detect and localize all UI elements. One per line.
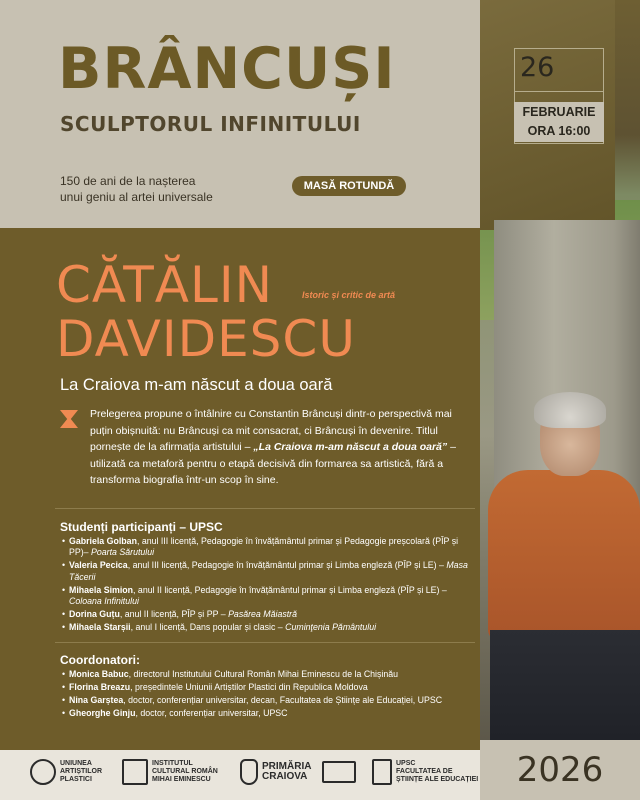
- date-month-time: [514, 102, 604, 142]
- partner-logo-icon: [322, 761, 356, 783]
- lecture-title: La Craiova m-am născut a doua oară: [60, 376, 333, 394]
- lecture-description: Prelegerea propune o întâlnire cu Constantin Brâncuși dintr-o perspectivă mai puțin obișnuită: nu Brâncuși ca mit consacrat, ci Brâncuși în devenire. Titlul pornește de la afirmația artistului – „La Craiova m-am născut a doua oară” – utilizată ca metaforă pentru o etapă decisivă din formarea sa artistică, fără a transforma biografia într-un scop în sine.: [90, 408, 456, 486]
- primaria-craiova-logo: PRIMĂRIA CRAIOVA: [240, 752, 311, 792]
- section-divider: [55, 642, 475, 643]
- students-heading: Studenți participanți – UPSC: [60, 520, 223, 534]
- speaker-first-name: CĂTĂLIN: [56, 256, 273, 314]
- list-item: • Florina Breazu, președintele Uniunii Artiștilor Plastici din Republica Moldova: [62, 682, 476, 693]
- uap-logo-icon: [30, 759, 56, 785]
- date-time: ORA 16:00: [527, 124, 591, 138]
- upsc-logo-icon: [372, 759, 392, 785]
- speaker-role: Istoric și critic de artă: [302, 290, 396, 300]
- event-type-badge: MASĂ ROTUNDĂ: [292, 176, 406, 196]
- list-item: • Gheorghe Ginju, doctor, conferențiar universitar, UPSC: [62, 708, 476, 719]
- hourglass-icon: [60, 410, 78, 428]
- uap-logo: UNIUNEA ARTIȘTILOR PLASTICI: [30, 752, 102, 792]
- event-year: 2026: [480, 740, 640, 800]
- list-item: • Valeria Pecica, anul III licență, Pedagogie în învățământul primar și Limba engleză (PÎP și LE) – Masa Tăcerii: [62, 560, 476, 583]
- coordinators-list: [62, 669, 476, 721]
- date-divider: [514, 91, 604, 92]
- craiova-crest-icon: [240, 759, 258, 785]
- event-subtitle: SCULPTORUL INFINITULUI: [60, 112, 361, 136]
- list-item: • Mihaela Starșii, anul I licență, Dans popular și clasic – Cuminţenia Pământului: [62, 622, 476, 633]
- section-divider: [55, 508, 475, 509]
- icr-logo: INSTITUTUL CULTURAL ROMÂN MIHAI EMINESCU: [122, 752, 218, 792]
- partner-logo: [322, 752, 356, 792]
- list-item: • Mihaela Simion, anul II licență, Pedagogie în învățământul primar și Limba engleză (PÎP și LE) – Coloana Infinitului: [62, 585, 476, 608]
- icr-logo-icon: [122, 759, 148, 785]
- list-item: • Monica Babuc, directorul Institutului Cultural Român Mihai Eminescu de la Chișinău: [62, 669, 476, 680]
- date-month: FEBRUARIE: [522, 105, 596, 119]
- event-intro: [60, 173, 213, 205]
- list-item: • Gabriela Golban, anul III licență, Pedagogie în învățământul primar și Pedagogie preșcolară (PÎP și PP)– Poarta Sărutului: [62, 536, 476, 559]
- date-day: 26: [520, 52, 555, 83]
- students-list: [62, 536, 476, 635]
- list-item: • Nina Garștea, doctor, conferențiar universitar, decan, Facultatea de Științe ale Educației, UPSC: [62, 695, 476, 706]
- list-item: • Dorina Guțu, anul II licență, PÎP și PP – Pasărea Măiastră: [62, 609, 476, 620]
- intro-line-1: 150 de ani de la nașterea: [60, 174, 196, 188]
- coordinators-heading: Coordonatori:: [60, 653, 140, 667]
- upsc-logo: UPSC FACULTATEA DE ȘTIINȚE ALE EDUCAȚIEI: [372, 752, 478, 792]
- intro-line-2: unui geniu al artei universale: [60, 190, 213, 204]
- event-title: BRÂNCUȘI: [58, 36, 396, 102]
- speaker-last-name: DAVIDESCU: [56, 310, 356, 368]
- artist-quote: „La Craiova m-am născut a doua oară”: [253, 441, 448, 453]
